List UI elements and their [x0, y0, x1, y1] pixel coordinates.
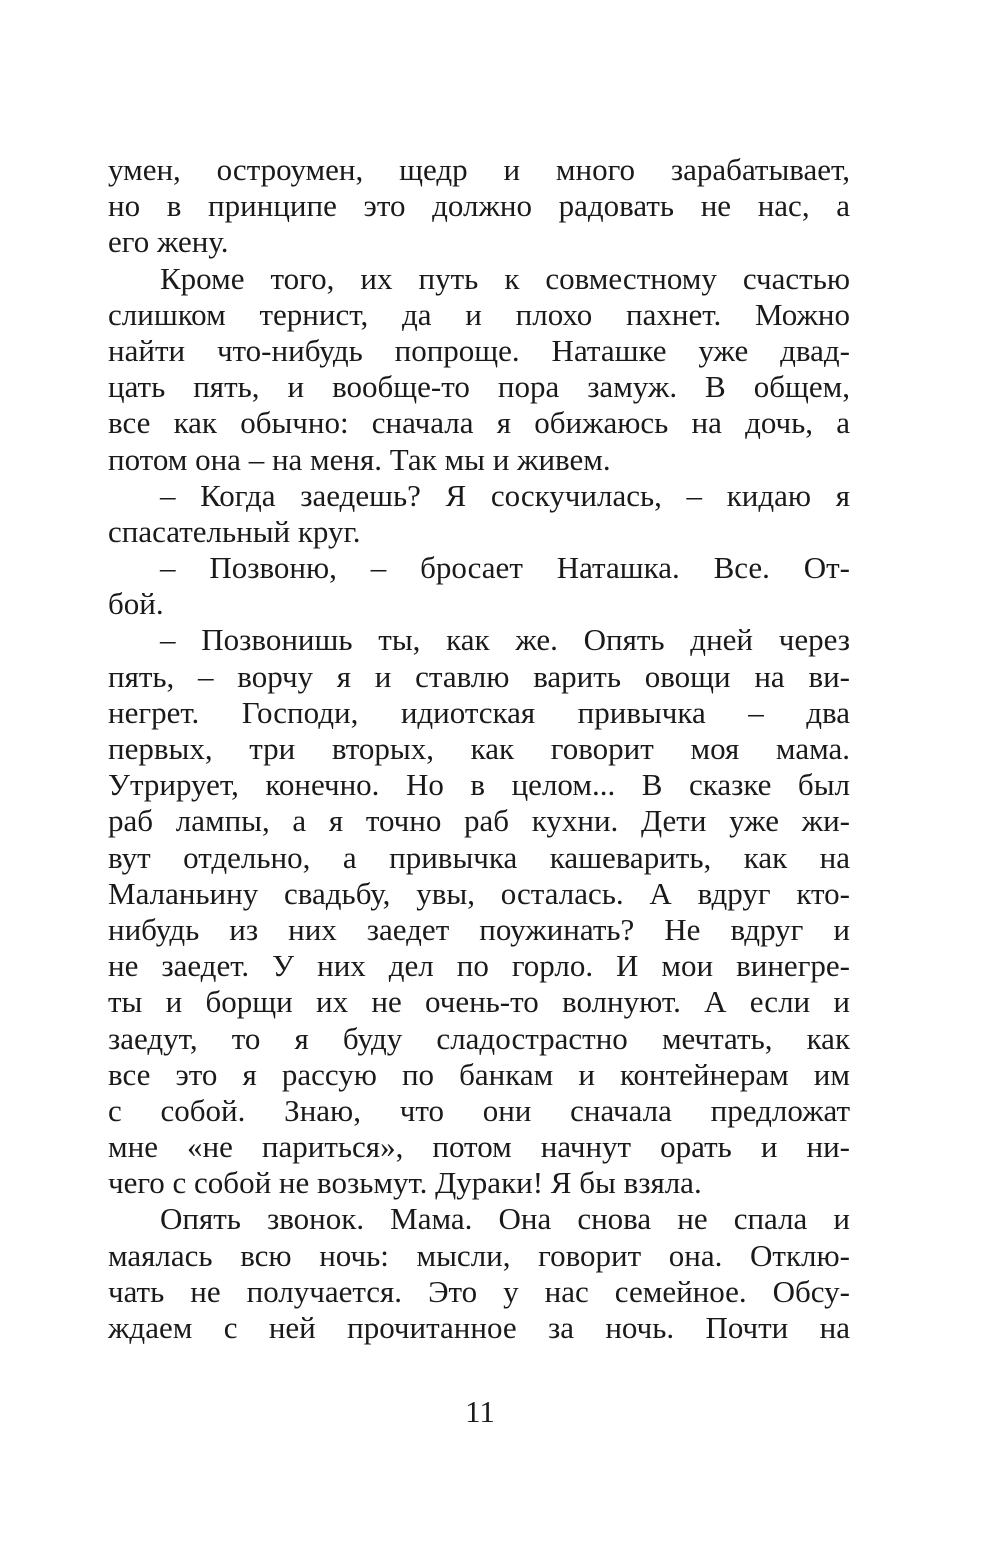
text-line: чего с собой не возьмут. Дураки! Я бы взяла. — [108, 1165, 702, 1201]
text-line: не заедет. У них дел по горло. И мои винегре- — [108, 948, 850, 984]
text-line: найти что-нибудь попроще. Наташке уже двад- — [108, 332, 850, 368]
text-line: Маланьину свадьбу, увы, осталась. А вдруг кто- — [108, 875, 850, 911]
paragraph — [108, 550, 850, 622]
text-line: негрет. Господи, идиотская привычка – два — [108, 694, 850, 730]
text-line: пять, – ворчу я и ставлю варить овощи на ви- — [108, 658, 850, 694]
text-line: нибудь из них заедет поужинать? Не вдруг и — [108, 911, 850, 947]
text-line: – Позвонишь ты, как же. Опять дней через — [160, 622, 850, 658]
paragraph — [108, 261, 850, 478]
text-line: маялась всю ночь: мысли, говорит она. Отклю- — [108, 1237, 850, 1273]
paragraph — [108, 1201, 850, 1346]
text-line: – Позвоню, – бросает Наташка. Все. От- — [160, 550, 850, 586]
body-text — [108, 152, 850, 1346]
paragraph — [108, 152, 850, 261]
text-line: вут отдельно, а привычка кашеварить, как на — [108, 839, 850, 875]
text-line: потом она – на меня. Так мы и живем. — [108, 441, 611, 477]
text-line: Утрирует, конечно. Но в целом... В сказке был — [108, 767, 850, 803]
text-line: с собой. Знаю, что они сначала предложат — [108, 1092, 850, 1128]
text-line: ждаем с ней прочитанное за ночь. Почти на — [108, 1310, 850, 1345]
text-line: чать не получается. Это у нас семейное. Обсу- — [108, 1273, 850, 1309]
text-line: но в принципе это должно радовать не нас, а — [108, 188, 850, 224]
text-line: Опять звонок. Мама. Она снова не спала и — [160, 1201, 850, 1237]
text-line: слишком тернист, да и плохо пахнет. Можно — [108, 296, 850, 332]
text-line: – Когда заедешь? Я соскучилась, – кидаю я — [160, 477, 850, 513]
text-line: бой. — [108, 586, 164, 622]
text-line: Кроме того, их путь к совместному счастью — [160, 260, 850, 296]
text-line: первых, три вторых, как говорит моя мама. — [108, 731, 850, 766]
text-line: его жену. — [108, 224, 229, 260]
text-line: умен, остроумен, щедр и много зарабатывает, — [108, 152, 850, 187]
text-line: заедут, то я буду сладострастно мечтать, как — [108, 1020, 850, 1056]
text-line: раб лампы, а я точно раб кухни. Дети уже жи- — [108, 803, 850, 839]
text-line: цать пять, и вообще-то пора замуж. В общем, — [108, 369, 850, 405]
page-number: 11 — [465, 1394, 495, 1429]
text-line: мне «не париться», потом начнут орать и ни- — [108, 1129, 850, 1165]
paragraph — [108, 622, 850, 1201]
text-line: спасательный круг. — [108, 513, 361, 549]
text-line: все это я рассую по банкам и контейнерам им — [108, 1056, 850, 1092]
text-line: ты и борщи их не очень-то волнуют. А если и — [108, 984, 850, 1020]
paragraph — [108, 478, 850, 550]
text-line: все как обычно: сначала я обижаюсь на дочь, а — [108, 405, 850, 441]
